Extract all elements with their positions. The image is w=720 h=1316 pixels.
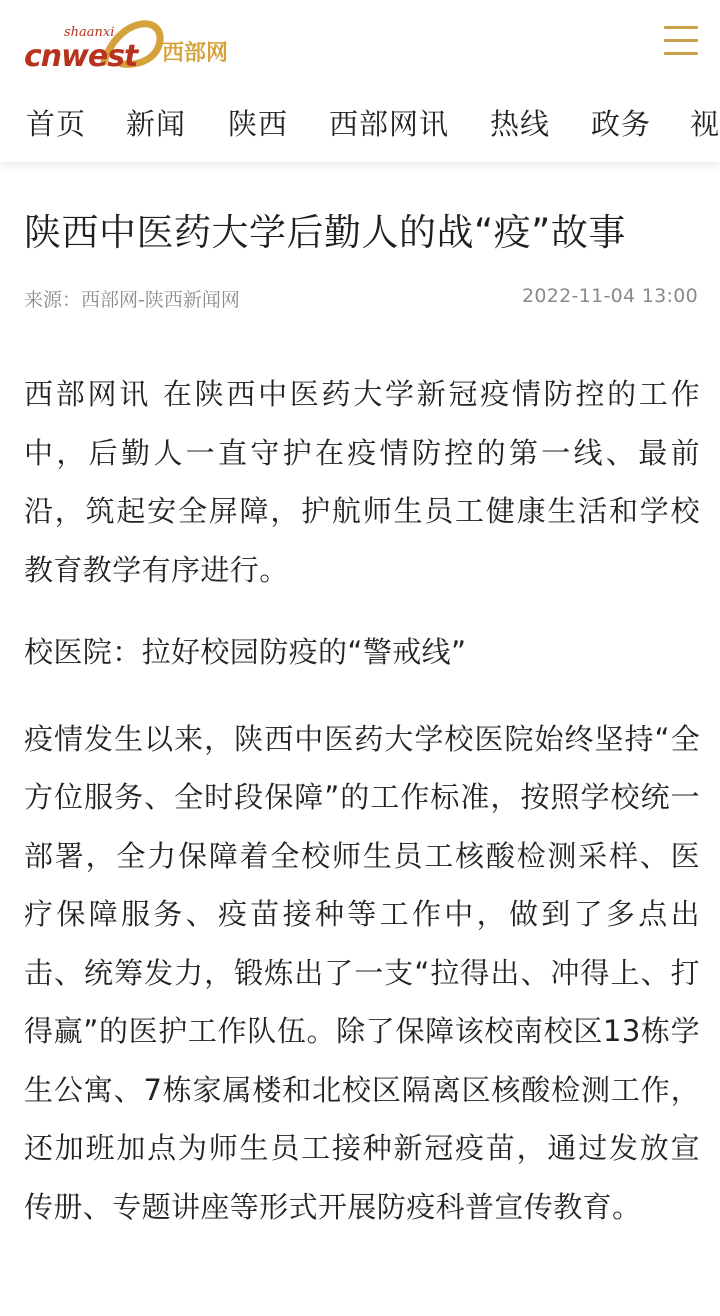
- nav-item-government[interactable]: 政务: [591, 107, 652, 141]
- article-paragraph: 疫情发生以来，陕西中医药大学校医院始终坚持“全方位服务、全时段保障”的工作标准，按照学校统一部署，全力保障着全校师生员工核酸检测采样、医疗保障服务、疫苗接种等工作中，做到了多点出击、统筹发力，锻炼出了一支“拉得出、冲得上、打得赢”的医护工作队伍。除了保障该校南校区13栋学生公寓、7栋家属楼和北校区隔离区核酸检测工作，还加班加点为师生员工接种新冠疫苗，通过发放宣传册、专题讲座等形式开展防疫科普宣传教育。: [24, 721, 700, 1224]
- nav-bar: [0, 96, 720, 152]
- nav-item-xibuwangxun[interactable]: 西部网讯: [329, 107, 450, 141]
- hamburger-menu-icon: [664, 39, 698, 42]
- hamburger-menu-icon: [664, 26, 698, 29]
- article-body: [24, 365, 700, 1236]
- logo-small-text: shaanxi: [64, 25, 115, 40]
- logo-cn-text: 西部网: [162, 41, 229, 66]
- menu-button[interactable]: [664, 22, 700, 56]
- section-heading: 校医院：拉好校园防疫的“警戒线”: [24, 635, 467, 669]
- nav-item-news[interactable]: 新闻: [126, 107, 187, 141]
- nav-item-video[interactable]: 视: [690, 107, 720, 141]
- logo-main-text: cnwest: [24, 39, 138, 74]
- site-logo[interactable]: [22, 14, 262, 76]
- article-date: 2022-11-04 13:00: [521, 285, 698, 307]
- article-source: 来源：西部网-陕西新闻网: [24, 289, 240, 311]
- article-paragraph: 西部网讯 在陕西中医药大学新冠疫情防控的工作中，后勤人一直守护在疫情防控的第一线、最前沿，筑起安全屏障，护航师生员工健康生活和学校教育教学有序进行。: [24, 377, 700, 587]
- nav-item-hotline[interactable]: 热线: [490, 107, 551, 141]
- site-header: [0, 0, 720, 162]
- cnwest-logo-icon: [22, 14, 262, 76]
- hamburger-menu-icon: [664, 52, 698, 55]
- article-title: 陕西中医药大学后勤人的战“疫”故事: [24, 211, 626, 254]
- article-meta: [24, 285, 698, 315]
- nav-item-home[interactable]: 首页: [26, 107, 87, 141]
- nav-item-shaanxi[interactable]: 陕西: [228, 107, 289, 141]
